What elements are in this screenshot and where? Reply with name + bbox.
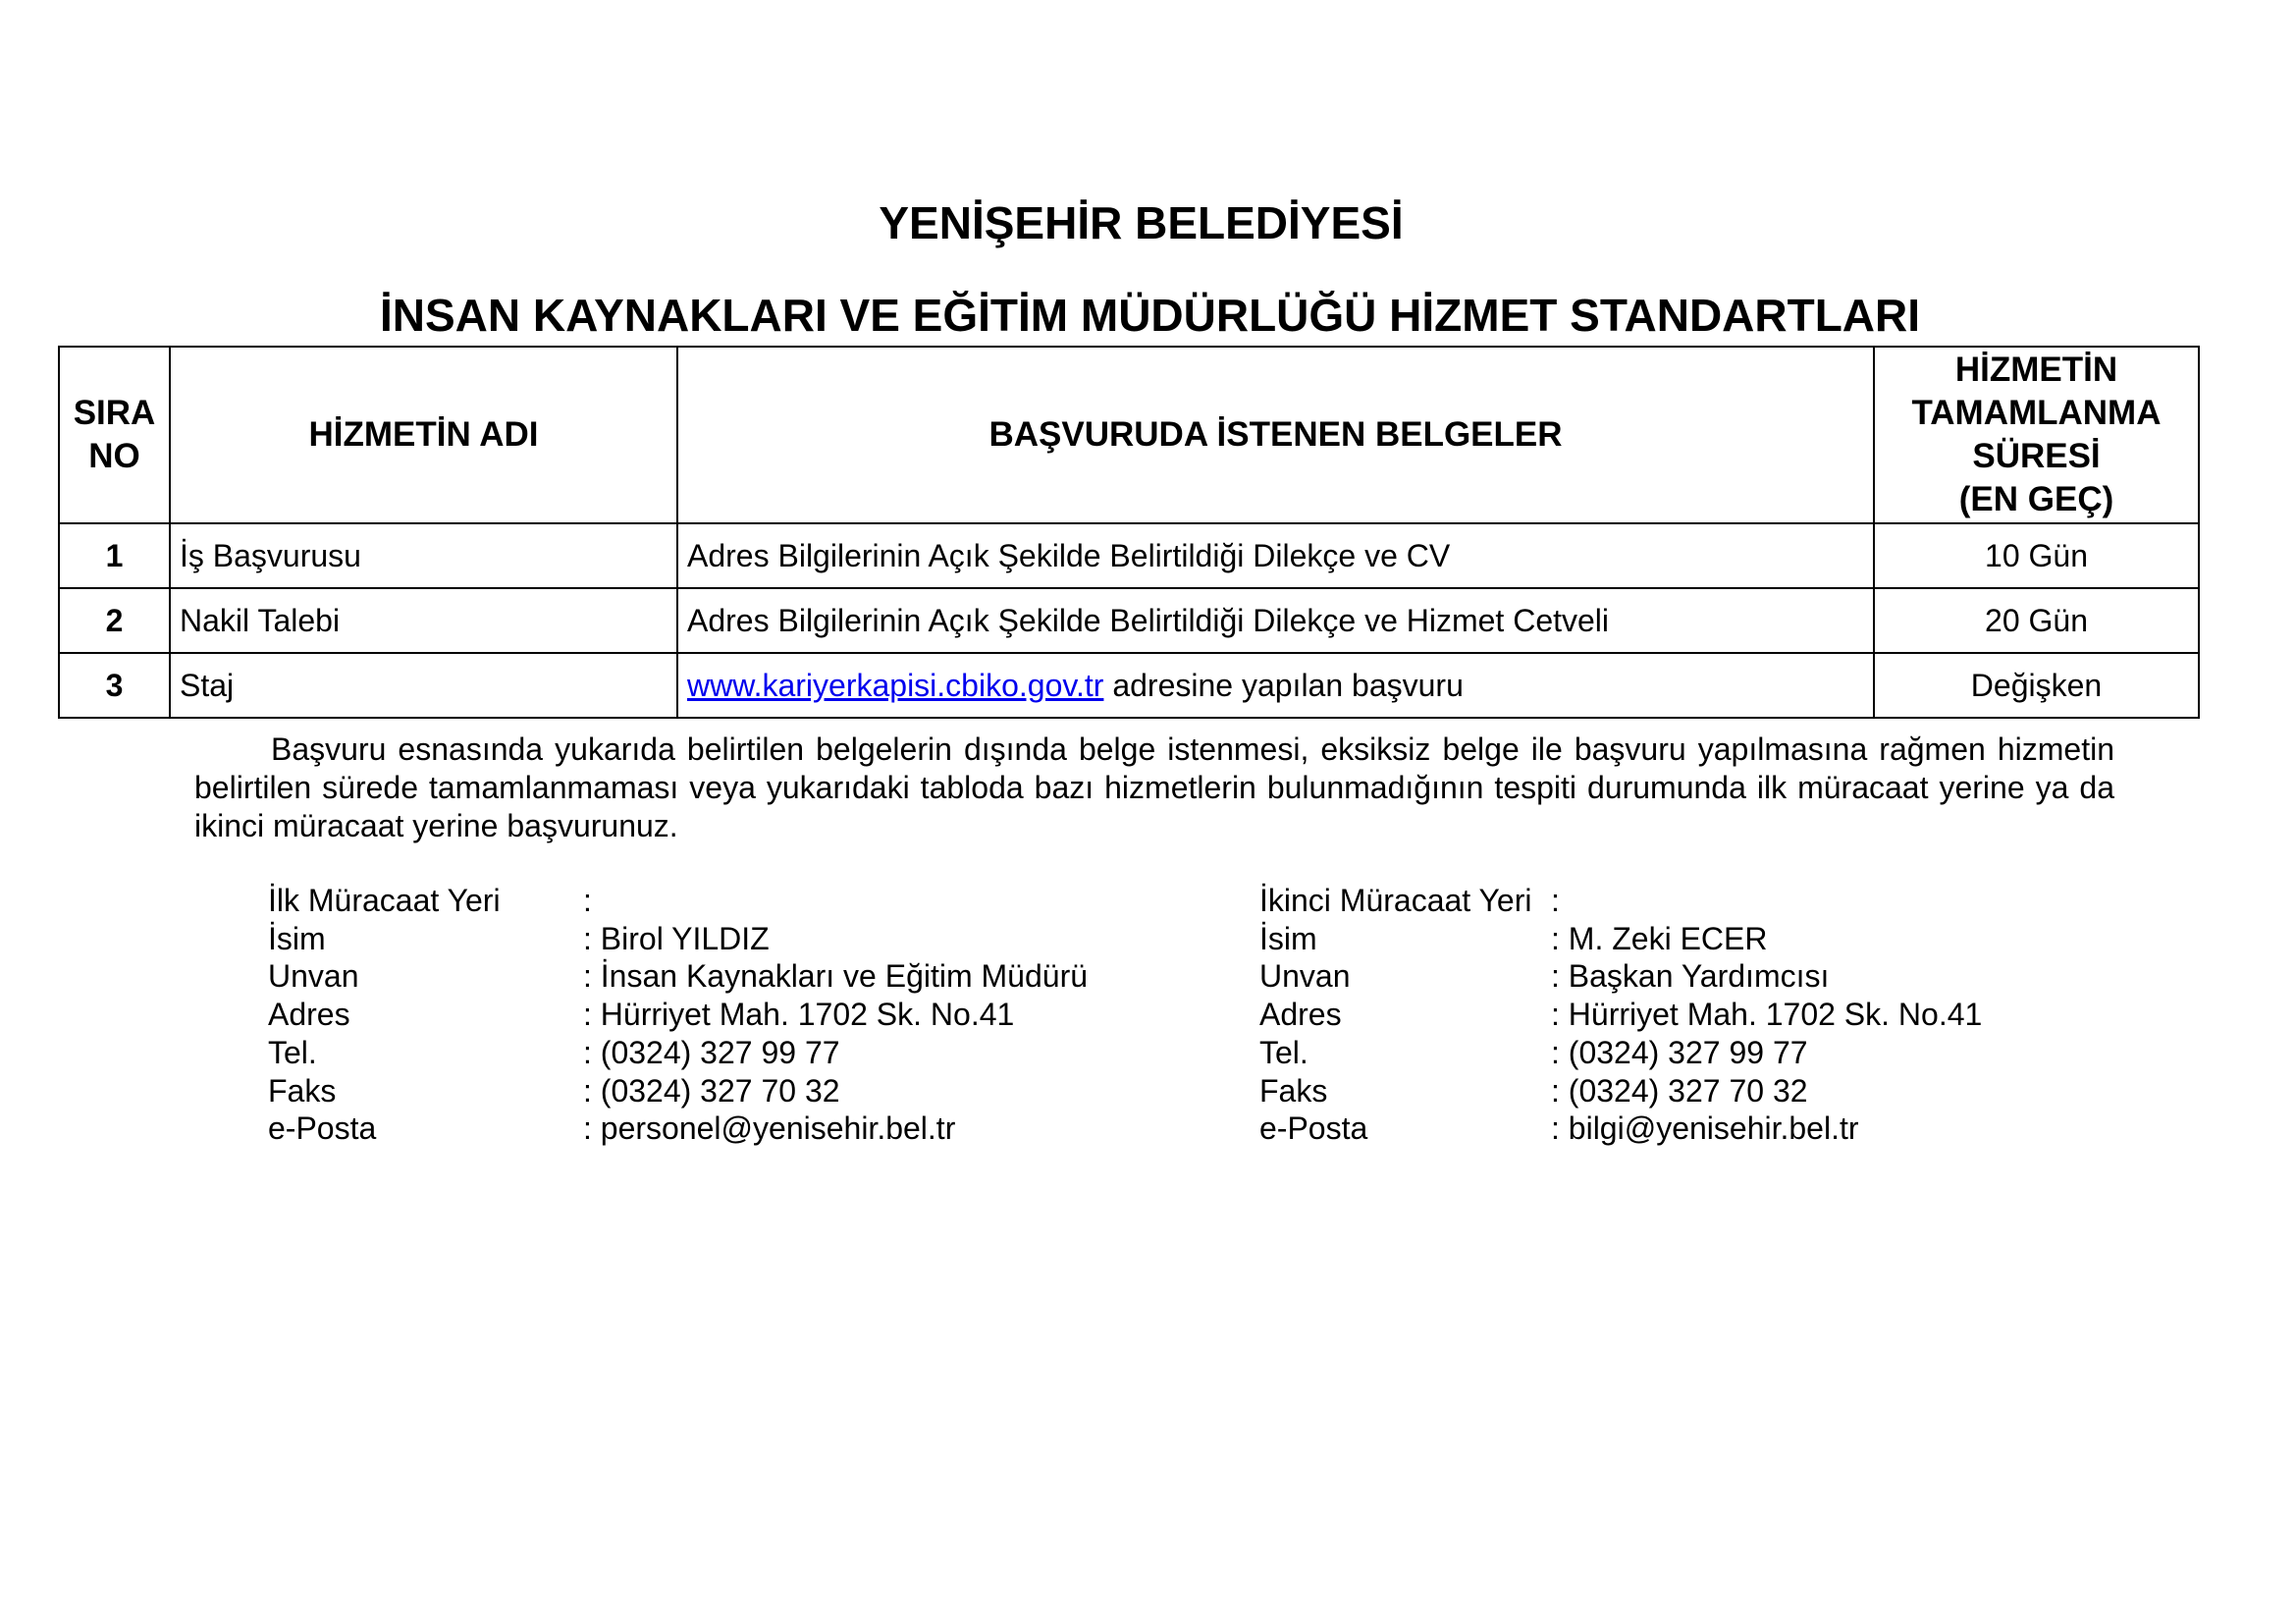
row-number: 3	[59, 653, 170, 718]
contact-field: Unvan : Başkan Yardımcısı	[1259, 958, 1830, 995]
service-standards-table	[58, 346, 2200, 719]
service-name: İş Başvurusu	[170, 523, 677, 588]
required-documents: www.kariyerkapisi.cbiko.gov.tr adresine yapılan başvuru	[677, 653, 1874, 718]
service-name: Nakil Talebi	[170, 588, 677, 653]
table-row	[59, 588, 2199, 653]
kariyerkapisi-link[interactable]: www.kariyerkapisi.cbiko.gov.tr	[687, 668, 1104, 703]
row-number: 2	[59, 588, 170, 653]
completion-duration: 20 Gün	[1874, 588, 2199, 653]
contact-field: Adres : Hürriyet Mah. 1702 Sk. No.41	[268, 997, 1015, 1033]
contact-field: Unvan : İnsan Kaynakları ve Eğitim Müdürü	[268, 958, 1089, 995]
required-documents: Adres Bilgilerinin Açık Şekilde Belirtildiği Dilekçe ve Hizmet Cetveli	[677, 588, 1874, 653]
contact-field: Tel. : (0324) 327 99 77	[1259, 1034, 1808, 1070]
contact-field: Tel. : (0324) 327 99 77	[268, 1034, 840, 1070]
column-header-duration: HİZMETİN TAMAMLANMA SÜRESİ (EN GEÇ)	[1874, 347, 2199, 523]
contact-field: Faks : (0324) 327 70 32	[1259, 1072, 1808, 1109]
table-row	[59, 653, 2199, 718]
column-header-documents: BAŞVURUDA İSTENEN BELGELER	[677, 347, 1874, 523]
completion-duration: Değişken	[1874, 653, 2199, 718]
page-title: YENİŞEHİR BELEDİYESİ	[879, 197, 1404, 248]
required-documents: Adres Bilgilerinin Açık Şekilde Belirtildiği Dilekçe ve CV	[677, 523, 1874, 588]
contact-field: İsim : M. Zeki ECER	[1259, 920, 1768, 956]
table-header-row	[59, 347, 2199, 523]
contact-field: İsim : Birol YILDIZ	[268, 920, 770, 956]
contact-field: e-Posta : bilgi@yenisehir.bel.tr	[1259, 1110, 1859, 1147]
column-header-service-name: HİZMETİN ADI	[170, 347, 677, 523]
service-name: Staj	[170, 653, 677, 718]
contact-field: e-Posta : personel@yenisehir.bel.tr	[268, 1110, 956, 1147]
page-subtitle: İNSAN KAYNAKLARI VE EĞİTİM MÜDÜRLÜĞÜ HİZMET STANDARTLARI	[379, 290, 1921, 341]
row-number: 1	[59, 523, 170, 588]
second-contact-block	[1259, 882, 1982, 1148]
completion-duration: 10 Gün	[1874, 523, 2199, 588]
contact-heading: İlk Müracaat Yeri :	[268, 883, 592, 918]
table-row	[59, 523, 2199, 588]
column-header-no: SIRA NO	[59, 347, 170, 523]
application-note: Başvuru esnasında yukarıda belirtilen belgelerin dışında belge istenmesi, eksiksiz belge ile başvuru yapılmasına rağmen hizmetin belirtilen sürede tamamlanmaması veya yukarıdaki tabloda bazı hizmetlerin bulunmadığının tespiti durumunda ilk müracaat yerine ya da ikinci müracaat yerine başvurunuz.	[194, 731, 2114, 843]
contact-heading: İkinci Müracaat Yeri :	[1259, 883, 1560, 918]
first-contact-block	[268, 882, 1088, 1148]
contact-field: Faks : (0324) 327 70 32	[268, 1072, 840, 1109]
contact-field: Adres : Hürriyet Mah. 1702 Sk. No.41	[1259, 997, 1983, 1033]
